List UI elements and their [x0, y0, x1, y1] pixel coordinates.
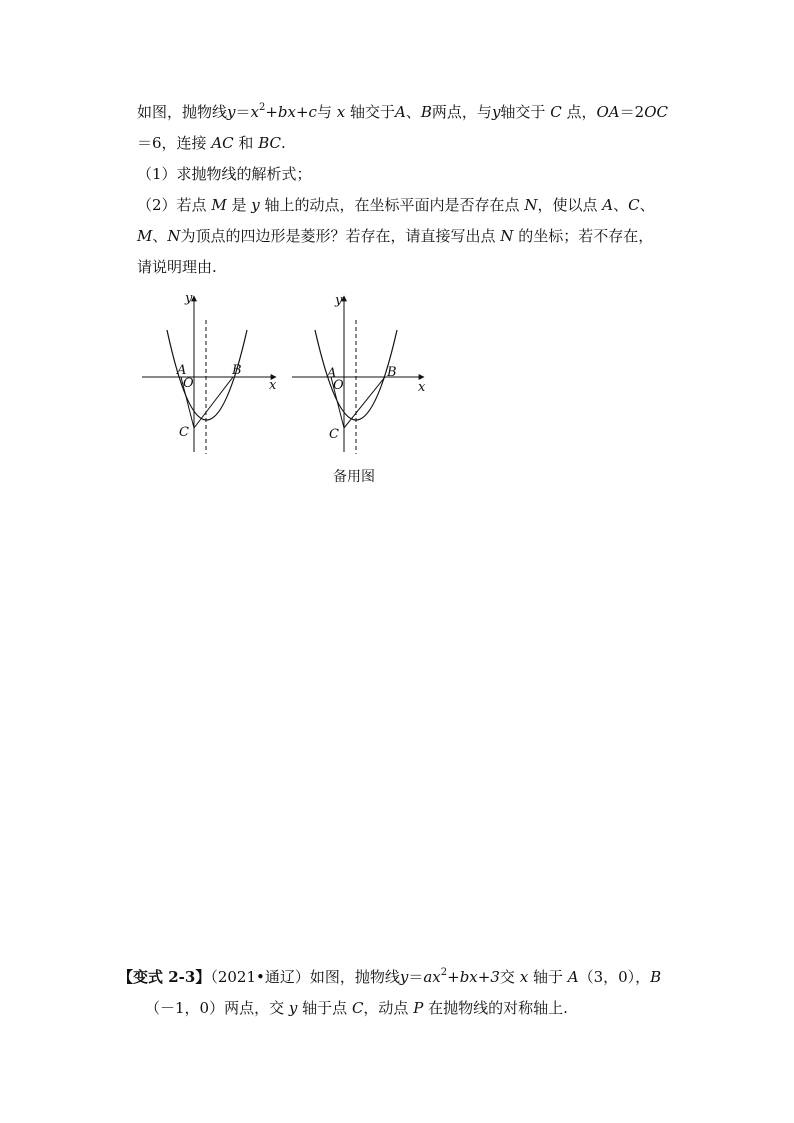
figure-2 — [290, 290, 435, 460]
label-x: x — [269, 378, 277, 393]
math-var: C — [351, 999, 364, 1017]
math-var: N — [500, 227, 514, 245]
math-var: B — [420, 103, 432, 121]
math-var: x — [519, 968, 529, 986]
text-segment: 是 — [231, 196, 247, 214]
math-var: A — [602, 196, 614, 214]
question-1: （1）求抛物线的解析式； — [137, 165, 312, 183]
math-var: OA — [596, 103, 620, 121]
math-var: C — [628, 196, 640, 214]
math-var: A — [395, 103, 406, 121]
label-o: O — [333, 378, 344, 393]
math-var: BC — [258, 134, 281, 152]
text-segment: 轴交于 — [500, 103, 546, 121]
text-segment: （2021•通辽）如图，抛物线 — [210, 968, 400, 986]
label-b: B — [232, 363, 242, 378]
text-segment: 轴交于 — [350, 103, 396, 121]
math-exponent: 2 — [440, 967, 448, 978]
math-var: OC — [644, 103, 668, 121]
text-segment: 、 — [613, 196, 629, 214]
text-segment: 、 — [639, 196, 655, 214]
problem-line-2 — [137, 132, 286, 154]
segment-bc — [344, 377, 385, 428]
text-segment: 如图，抛物线 — [137, 103, 228, 121]
text-segment: （3，0）， — [578, 968, 651, 986]
math-var: N — [524, 196, 538, 214]
text-segment: 点， — [566, 103, 597, 121]
problem-line-1 — [137, 101, 668, 123]
question-2-line-2 — [137, 225, 653, 247]
math-var: AC — [211, 134, 234, 152]
math-expr: +bx+3 — [447, 968, 500, 986]
label-y: y — [185, 291, 193, 306]
text-segment: 的坐标；若不存在， — [518, 227, 654, 245]
math-var: B — [650, 968, 662, 986]
math-op: ＝ — [235, 103, 251, 121]
figure-caption: 备用图 — [333, 469, 375, 485]
text-segment: 、 — [405, 103, 421, 121]
math-exponent: 2 — [258, 102, 266, 113]
math-var: M — [211, 196, 227, 214]
variant-line-2 — [145, 997, 568, 1019]
question-2-line-1 — [137, 194, 655, 216]
label-a: A — [327, 366, 337, 381]
segment-bc — [194, 377, 233, 428]
math-var: M — [137, 227, 153, 245]
text-segment: 为顶点的四边形是菱形？若存在，请直接写出点 — [180, 227, 496, 245]
text-segment: （－1，0）两点，交 — [145, 999, 285, 1017]
text-segment: 轴上的动点，在坐标平面内是否存在点 — [264, 196, 520, 214]
math-var: y — [491, 103, 501, 121]
label-c: C — [329, 427, 339, 442]
text-segment: ，使以点 — [537, 196, 598, 214]
label-c: C — [179, 425, 189, 440]
question-2-line-3: 请说明理由. — [137, 258, 217, 276]
text-segment: 在抛物线的对称轴上. — [428, 999, 568, 1017]
math-var: y — [251, 196, 260, 214]
math-var: x — [336, 103, 346, 121]
math-var: P — [413, 999, 424, 1017]
text-segment: ＝6，连接 — [137, 134, 207, 152]
label-a: A — [177, 363, 187, 378]
text-segment: ，动点 — [363, 999, 409, 1017]
math-var: N — [167, 227, 181, 245]
label-b: B — [387, 365, 397, 380]
text-segment: 两点，与 — [431, 103, 492, 121]
text-segment: 和 — [238, 134, 254, 152]
math-var: C — [550, 103, 562, 121]
math-var: A — [567, 968, 579, 986]
math-op: ＝ — [408, 968, 424, 986]
text-segment: . — [281, 134, 286, 152]
math-var: y — [227, 103, 236, 121]
math-op: ＝2 — [619, 103, 645, 121]
variant-line-1 — [118, 966, 661, 988]
math-expr: +bx+c — [265, 103, 317, 121]
text-segment: 轴于 — [532, 968, 563, 986]
variant-tag: 【变式 2-3】 — [118, 968, 211, 986]
math-expr: ax — [423, 968, 441, 986]
text-segment: 轴于点 — [302, 999, 348, 1017]
text-segment: 、 — [152, 227, 168, 245]
figure-1 — [140, 290, 285, 460]
text-segment: （2）若点 — [137, 196, 207, 214]
label-y: y — [335, 293, 343, 308]
text-segment: 与 — [316, 103, 332, 121]
label-x: x — [418, 380, 426, 395]
label-o: O — [183, 376, 194, 391]
math-var: x — [250, 103, 259, 121]
math-var: y — [399, 968, 409, 986]
text-segment: 交 — [499, 968, 515, 986]
math-var: y — [288, 999, 298, 1017]
